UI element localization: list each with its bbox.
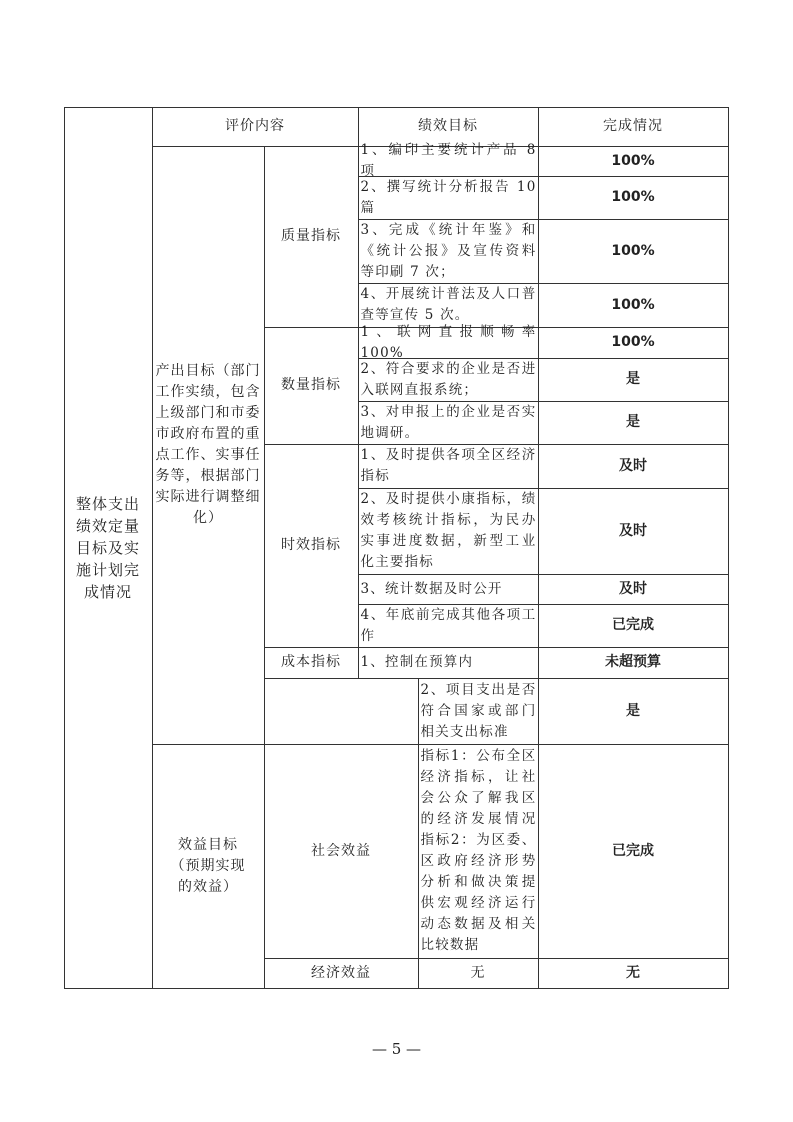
result-cell: 是: [538, 678, 729, 745]
goal-cell: 3、对申报上的企业是否实地调研。: [358, 401, 539, 445]
header-goal: 绩效目标: [358, 107, 539, 147]
goal-cell: 2、项目支出是否符合国家或部门相关支出标准: [418, 678, 539, 745]
result-cell: 无: [538, 958, 729, 989]
output-goal-cell: [152, 146, 265, 745]
header-content: 评价内容: [152, 107, 359, 147]
result-cell: 100%: [538, 219, 729, 284]
result-cell: 已完成: [538, 744, 729, 959]
goal-cell: 1、控制在预算内: [358, 647, 539, 679]
goal-cell: 1、及时提供各项全区经济指标: [358, 444, 539, 489]
goal-cell: 指标1：公布全区经济指标，让社会公众了解我区的经济发展情况指标2：为区委、区政府经济形势分析和做决策提供宏观经济运行动态数据及相关比较数据: [418, 744, 539, 959]
left-label: 整体支出绩效定量目标及实施计划完成情况: [75, 494, 140, 601]
result-cell: 已完成: [538, 604, 729, 648]
economic-benefit-label: 经济效益: [264, 958, 419, 989]
result-cell: 及时: [538, 444, 729, 489]
result-cell: 100%: [538, 283, 729, 328]
quality-label: 质量指标: [264, 146, 359, 328]
goal-cell: 1、联网直报顺畅率 100%: [358, 327, 539, 359]
goal-cell: 2、及时提供小康指标，绩效考核统计指标，为民办实事进度数据，新型工业化主要指标: [358, 488, 539, 575]
cost-label: 成本指标: [264, 647, 359, 679]
quantity-label: 数量指标: [264, 327, 359, 445]
page-number: — 5 —: [371, 1040, 422, 1058]
social-benefit-label: 社会效益: [264, 744, 419, 959]
timeliness-label: 时效指标: [264, 444, 359, 648]
left-label-cell: [64, 107, 153, 989]
benefit-goal-label: 效益目标（预期实现的效益）: [170, 836, 246, 895]
result-cell: 是: [538, 401, 729, 445]
result-cell: 及时: [538, 574, 729, 605]
result-cell: 未超预算: [538, 647, 729, 679]
goal-cell: 1、编印主要统计产品 8 项: [358, 146, 539, 177]
result-cell: 是: [538, 358, 729, 402]
goal-cell: 2、符合要求的企业是否进入联网直报系统；: [358, 358, 539, 402]
header-status: 完成情况: [538, 107, 729, 147]
goal-cell: 4、年底前完成其他各项工作: [358, 604, 539, 648]
goal-cell: 2、撰写统计分析报告 10 篇: [358, 176, 539, 220]
result-cell: 100%: [538, 327, 729, 359]
output-goal-label: 产出目标（部门工作实绩，包含上级部门和市委市政府布置的重点工作、实事任务等，根据部门实际进行调整细化）: [155, 363, 261, 526]
result-cell: 及时: [538, 488, 729, 575]
result-cell: 100%: [538, 146, 729, 177]
goal-cell: 4、开展统计普法及人口普查等宣传 5 次。: [358, 283, 539, 328]
result-cell: 100%: [538, 176, 729, 220]
goal-cell: 3、统计数据及时公开: [358, 574, 539, 605]
goal-cell: 无: [418, 958, 539, 989]
benefit-goal-cell: [152, 744, 265, 989]
empty-cell: [264, 678, 419, 745]
goal-cell: 3、完成《统计年鉴》和《统计公报》及宣传资料等印刷 7 次；: [358, 219, 539, 284]
